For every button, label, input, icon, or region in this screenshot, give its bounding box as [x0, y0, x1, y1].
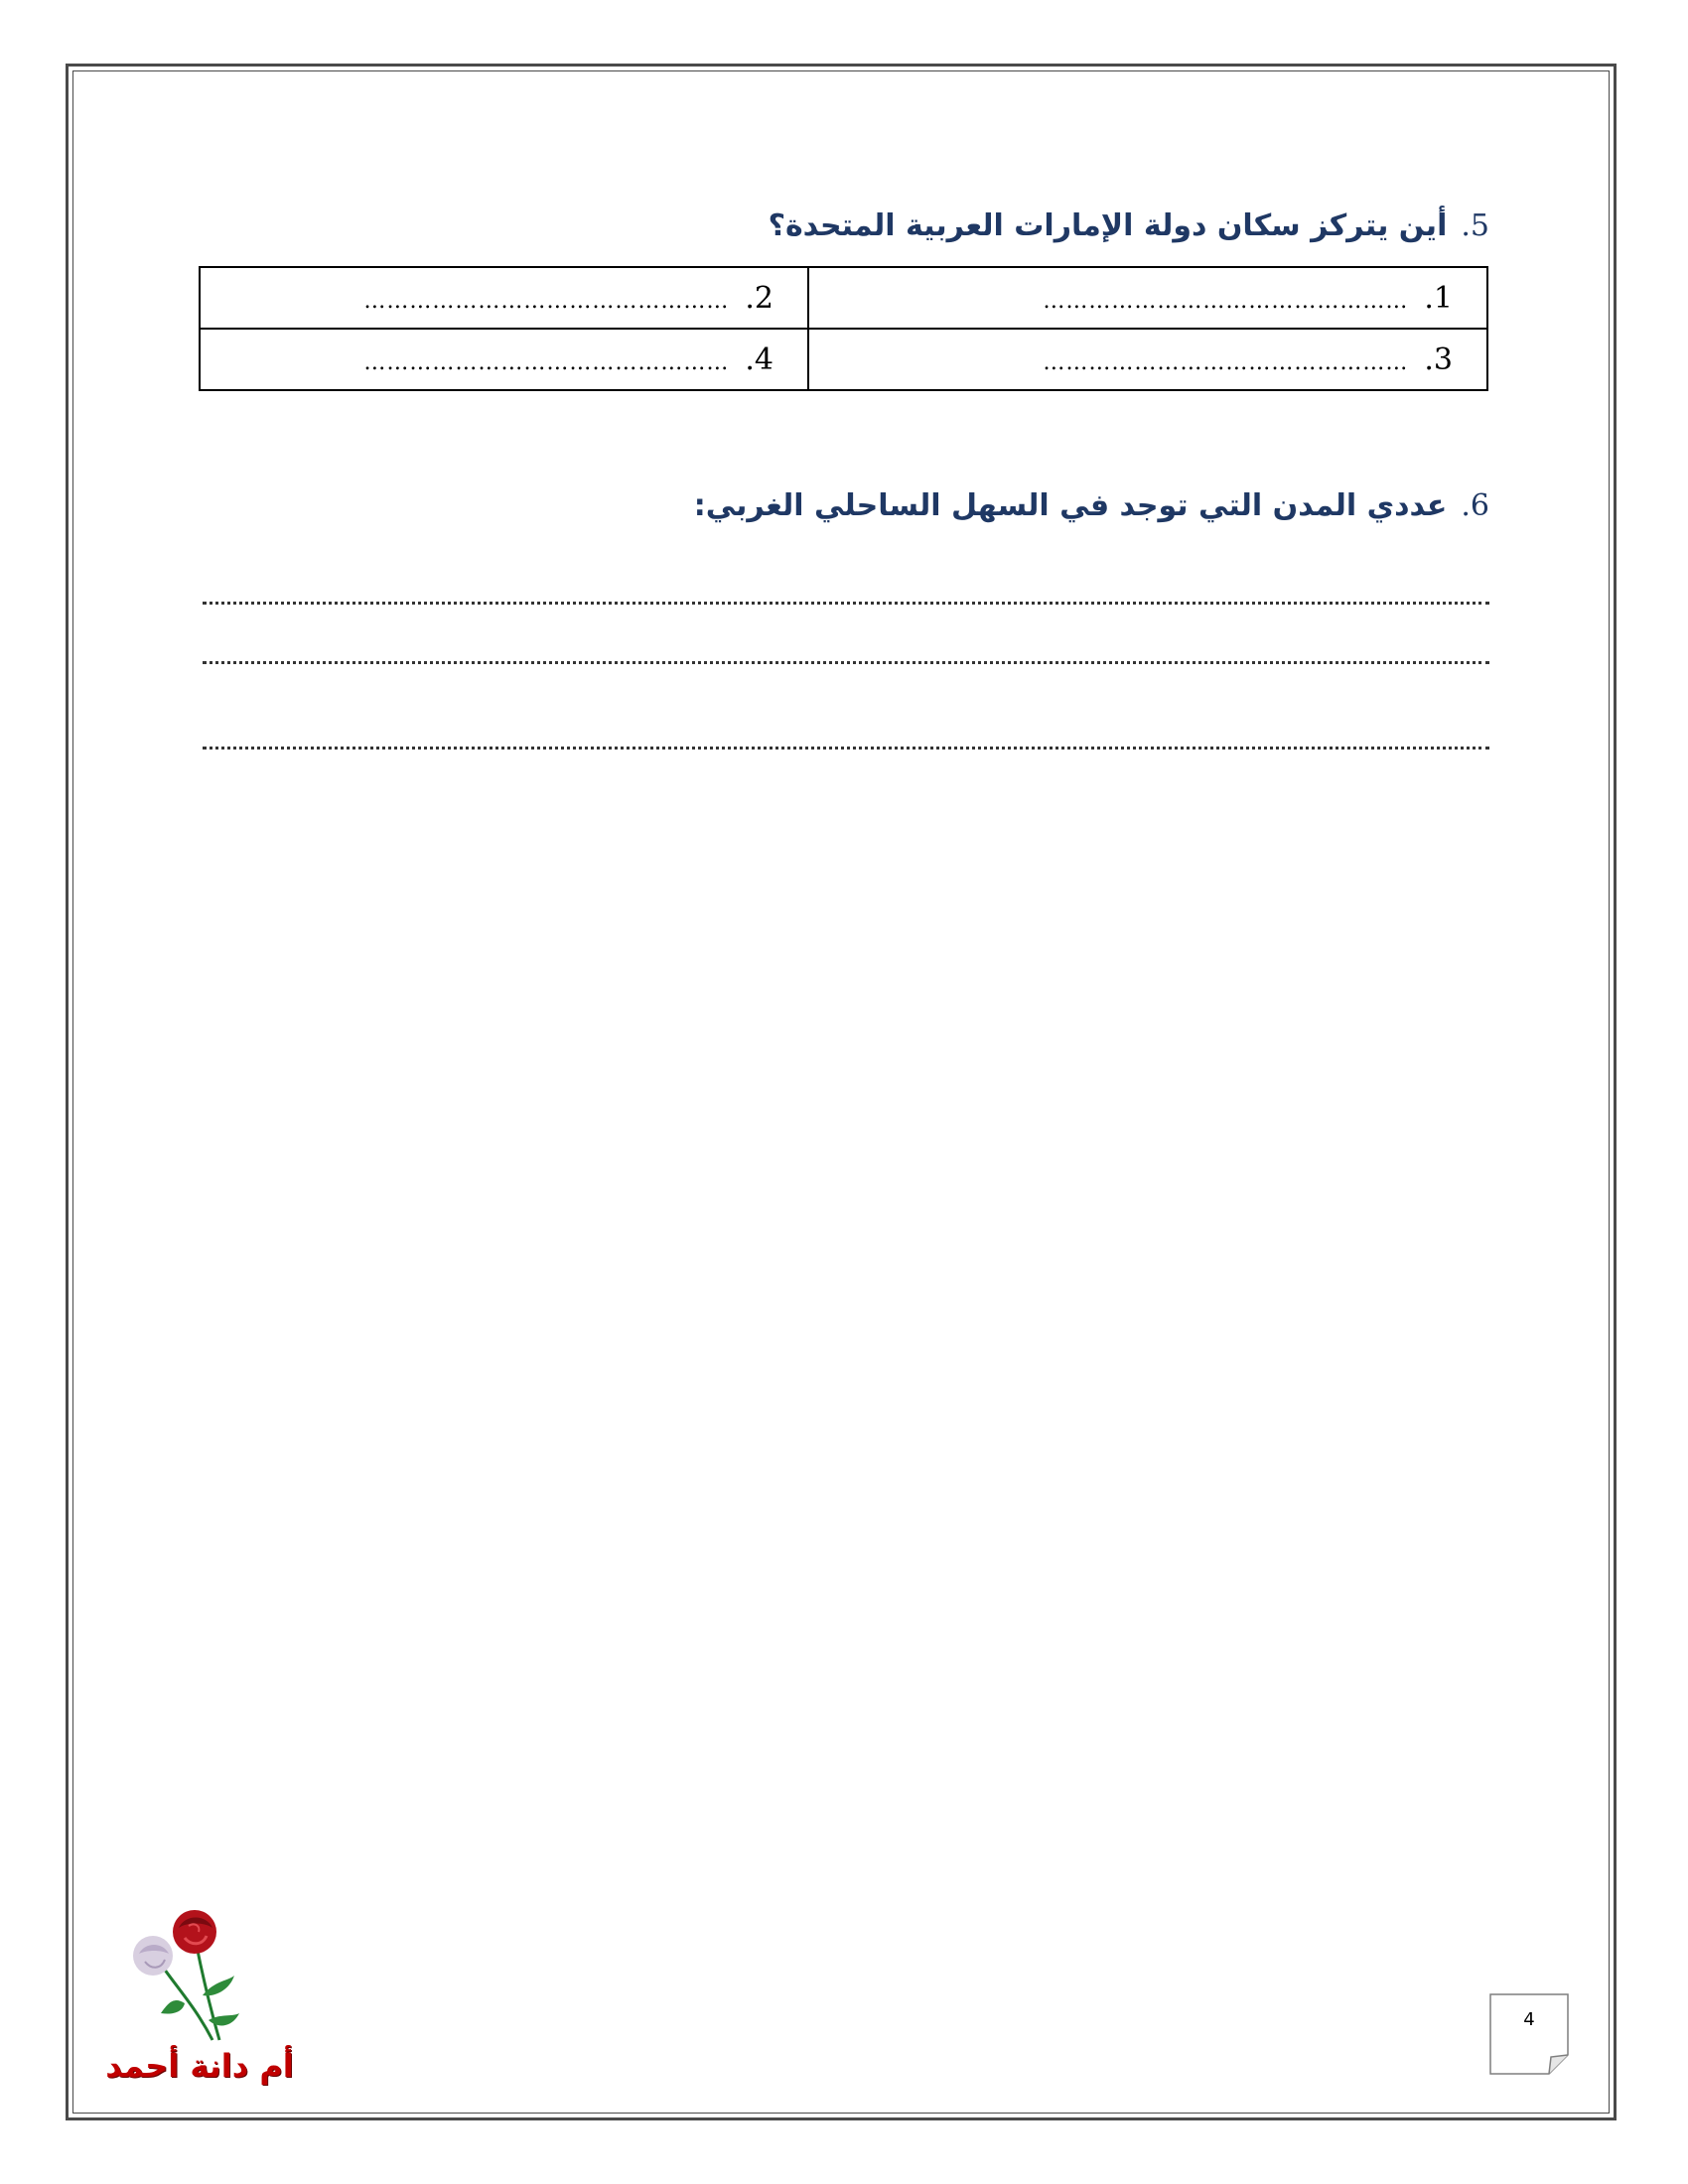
answer-cell-2-label: 2.	[745, 280, 774, 316]
page-number: 4	[1523, 2009, 1535, 2030]
answer-cell-2-dots: …………………………………………	[363, 288, 730, 314]
answer-cell-4-dots: …………………………………………	[363, 349, 730, 375]
question-5-number: 5.	[1461, 208, 1489, 243]
logo-text: أم دانة أحمد	[105, 2047, 294, 2085]
question-5	[769, 208, 1489, 243]
answer-cell-3-dots: …………………………………………	[1043, 349, 1409, 375]
answer-cell-2[interactable]	[200, 267, 808, 329]
rose-icon	[85, 1896, 314, 2045]
question-5-text: أين يتركز سكان دولة الإمارات العربية المتحدة؟	[768, 208, 1448, 243]
folded-corner-icon	[1489, 1993, 1569, 2075]
answer-table-row	[200, 329, 1487, 390]
answer-cell-4[interactable]	[200, 329, 808, 390]
answer-cell-3-label: 3.	[1424, 341, 1453, 377]
answer-line-1[interactable]	[203, 602, 1489, 605]
question-6-text: عددي المدن التي توجد في السهل الساحلي الغربي:	[693, 488, 1448, 523]
page-number-box	[1489, 1993, 1569, 2075]
answer-line-3[interactable]	[203, 747, 1489, 750]
answer-cell-1-label: 1.	[1424, 280, 1453, 316]
answer-cell-1-dots: …………………………………………	[1043, 288, 1409, 314]
answer-table-row	[200, 267, 1487, 329]
answer-table	[199, 266, 1488, 391]
logo	[85, 1896, 314, 2085]
answer-cell-3[interactable]	[808, 329, 1487, 390]
answer-cell-1[interactable]	[808, 267, 1487, 329]
question-6	[694, 488, 1489, 523]
answer-line-2[interactable]	[203, 661, 1489, 664]
question-6-number: 6.	[1461, 488, 1489, 523]
answer-cell-4-label: 4.	[745, 341, 774, 377]
